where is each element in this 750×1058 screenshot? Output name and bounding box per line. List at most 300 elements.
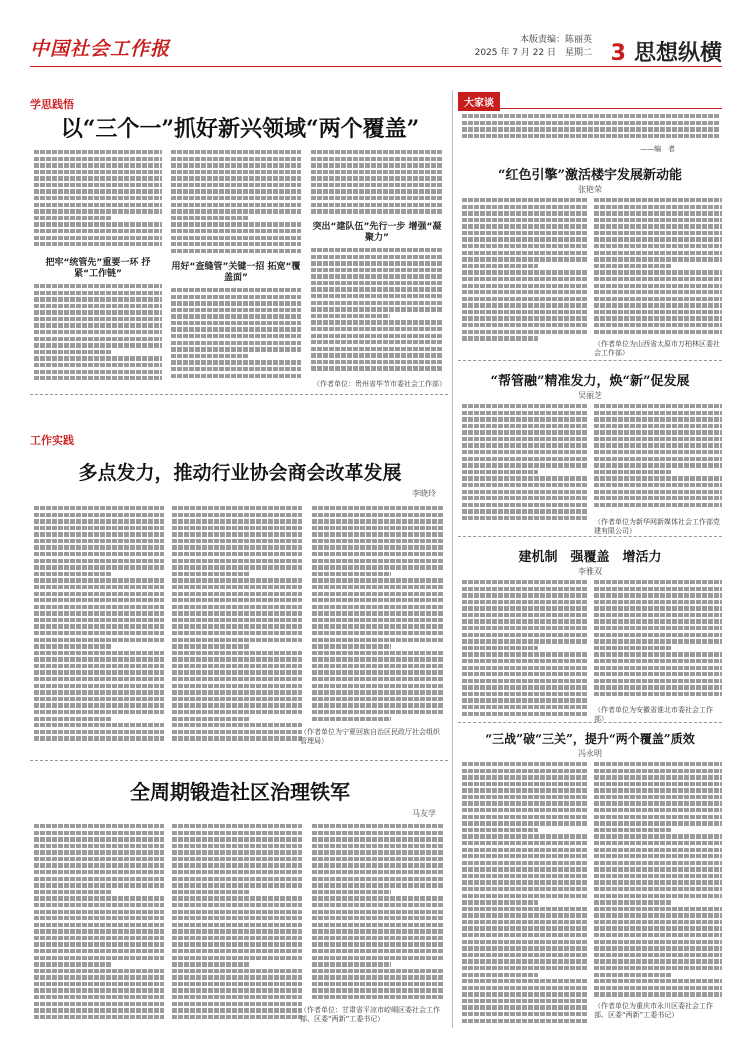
- text-line: [34, 203, 162, 207]
- page-header: [611, 36, 722, 67]
- text-line: [311, 320, 443, 324]
- text-line: [34, 1015, 164, 1019]
- text-line: [311, 327, 443, 331]
- sidebar-divider-1: [458, 360, 722, 361]
- text-line: [462, 205, 588, 209]
- text-line: [34, 170, 162, 174]
- sidebar-item3-source: （作者单位为安徽省淮北市委社会工作部）: [594, 706, 713, 723]
- text-line: [594, 973, 671, 977]
- text-line: [312, 903, 444, 907]
- article1-subhead-3: 突出“建队伍”先行一步 增强“凝聚力”: [312, 222, 442, 243]
- text-line: [594, 600, 722, 604]
- text-line: [594, 496, 722, 500]
- article2-title: 多点发力，推动行业协会商会改革发展: [78, 462, 402, 484]
- text-line: [34, 870, 164, 874]
- text-line: [34, 877, 164, 881]
- text-line: [171, 367, 301, 371]
- text-line: [312, 988, 444, 992]
- text-line: [462, 867, 588, 871]
- text-line: [462, 303, 588, 307]
- text-line: [172, 624, 302, 628]
- text-line: [311, 150, 443, 154]
- text-line: [594, 430, 722, 434]
- text-line: [594, 953, 722, 957]
- text-line: [462, 808, 588, 812]
- issue-date: 2025 年 7 月 22 日 星期二: [474, 48, 592, 58]
- text-line: [312, 916, 444, 920]
- text-line: [34, 723, 164, 727]
- text-line: [172, 572, 250, 576]
- text-line: [462, 503, 588, 507]
- text-line: [311, 366, 443, 370]
- text-line: [172, 539, 302, 543]
- text-line: [34, 189, 162, 193]
- text-line: [594, 926, 722, 930]
- text-line: [462, 880, 588, 884]
- text-line: [34, 552, 164, 556]
- text-line: [462, 121, 720, 125]
- sidebar-item4-title: “三战”破“三关”，提升“两个覆盖”质效: [485, 732, 695, 746]
- text-line: [594, 277, 722, 281]
- text-line: [462, 430, 588, 434]
- text-line: [594, 284, 722, 288]
- text-line: [594, 801, 722, 805]
- sidebar-item2-author: 吴丽芝: [578, 391, 602, 400]
- text-line: [594, 920, 722, 924]
- text-line: [594, 218, 722, 222]
- text-line: [462, 297, 588, 301]
- text-line: [312, 863, 444, 867]
- text-line: [34, 956, 164, 960]
- text-line: [462, 659, 588, 663]
- text-line: [34, 618, 164, 622]
- text-line: [462, 330, 588, 334]
- text-line: [594, 244, 722, 248]
- text-line: [34, 670, 164, 674]
- text-line: [462, 593, 588, 597]
- text-line: [172, 936, 302, 940]
- text-line: [172, 1008, 302, 1012]
- text-line: [172, 824, 302, 828]
- text-line: [462, 913, 588, 917]
- text-line: [594, 666, 722, 670]
- sidebar-item4-body-col1: [462, 762, 588, 1026]
- text-line: [462, 404, 588, 408]
- text-line: [172, 723, 302, 727]
- text-line: [172, 903, 302, 907]
- text-line: [34, 837, 164, 841]
- text-line: [172, 710, 302, 714]
- text-line: [171, 295, 301, 299]
- text-line: [462, 973, 538, 977]
- text-line: [312, 936, 444, 940]
- text-line: [311, 189, 443, 193]
- text-line: [462, 854, 588, 858]
- sidebar-item1-title: “红色引擎”激活楼宇发展新动能: [498, 168, 682, 183]
- article1-source: （作者单位：贵州省毕节市委社会工作部）: [313, 380, 446, 388]
- article3-author: 马友学: [412, 809, 436, 818]
- text-line: [462, 218, 588, 222]
- text-line: [172, 831, 302, 835]
- article1-body-col1: [34, 150, 162, 253]
- text-line: [311, 340, 443, 344]
- newspaper-masthead: 中国社会工作报: [30, 38, 171, 60]
- text-line: [172, 717, 250, 721]
- text-line: [594, 503, 722, 507]
- text-line: [172, 592, 302, 596]
- text-line: [34, 572, 112, 576]
- text-line: [312, 545, 444, 549]
- text-line: [462, 244, 588, 248]
- text-line: [172, 863, 302, 867]
- text-line: [462, 828, 538, 832]
- text-line: [172, 730, 302, 734]
- text-line: [594, 437, 722, 441]
- text-line: [594, 639, 722, 643]
- text-line: [462, 672, 588, 676]
- text-line: [34, 196, 162, 200]
- text-line: [172, 670, 302, 674]
- text-line: [34, 216, 111, 220]
- text-line: [462, 264, 538, 268]
- text-line: [171, 189, 301, 193]
- text-line: [594, 316, 722, 320]
- text-line: [462, 666, 588, 670]
- text-line: [594, 257, 722, 261]
- text-line: [172, 552, 302, 556]
- text-line: [311, 268, 443, 272]
- text-line: [462, 437, 588, 441]
- text-line: [462, 424, 588, 428]
- text-line: [311, 274, 443, 278]
- text-line: [34, 222, 162, 226]
- text-line: [312, 684, 444, 688]
- text-line: [34, 513, 164, 517]
- text-line: [594, 463, 722, 467]
- text-line: [172, 910, 302, 914]
- text-line: [34, 863, 164, 867]
- text-line: [312, 956, 444, 960]
- text-line: [34, 526, 164, 530]
- sidebar-item1-body-col2: [594, 198, 722, 338]
- text-line: [312, 585, 444, 589]
- text-line: [462, 587, 588, 591]
- text-line: [171, 222, 301, 226]
- text-line: [594, 323, 722, 327]
- text-line: [462, 698, 588, 702]
- article3-source: （作者单位：甘肃省平凉市崆峒区委社会工作部、区委“两新”工委书记）: [300, 1006, 440, 1023]
- page-section-title: 思想纵横: [633, 41, 722, 66]
- text-line: [594, 633, 722, 637]
- text-line: [312, 896, 444, 900]
- text-line: [312, 611, 444, 615]
- text-line: [172, 969, 302, 973]
- text-line: [34, 677, 164, 681]
- text-line: [312, 969, 444, 973]
- text-line: [462, 801, 588, 805]
- text-line: [172, 982, 302, 986]
- text-line: [594, 290, 722, 294]
- text-line: [462, 231, 588, 235]
- article2-author: 李晓玲: [412, 489, 436, 498]
- text-line: [34, 969, 164, 973]
- text-line: [172, 638, 302, 642]
- text-line: [312, 890, 391, 894]
- text-line: [312, 670, 444, 674]
- text-line: [34, 559, 164, 563]
- text-line: [34, 506, 164, 510]
- text-line: [311, 183, 443, 187]
- text-line: [594, 887, 722, 891]
- text-line: [312, 618, 444, 622]
- sidebar-divider-2: [458, 536, 722, 537]
- text-line: [312, 850, 444, 854]
- text-line: [462, 646, 538, 650]
- text-line: [594, 237, 722, 241]
- text-line: [34, 343, 162, 347]
- text-line: [172, 916, 302, 920]
- text-line: [594, 769, 722, 773]
- text-line: [34, 330, 162, 334]
- text-line: [462, 619, 588, 623]
- text-line: [172, 559, 302, 563]
- text-line: [312, 831, 444, 835]
- text-line: [172, 526, 302, 530]
- text-line: [462, 848, 588, 852]
- text-line: [312, 857, 444, 861]
- text-line: [172, 857, 302, 861]
- text-line: [594, 959, 722, 963]
- article2-source: （作者单位为宁夏回族自治区民政厅社会组织管理局）: [300, 728, 440, 745]
- text-line: [311, 294, 443, 298]
- text-line: [462, 277, 588, 281]
- article1-body-col2: [171, 150, 301, 258]
- text-line: [34, 611, 164, 615]
- text-line: [462, 284, 588, 288]
- text-line: [462, 509, 588, 513]
- text-line: [311, 255, 443, 259]
- text-line: [311, 209, 443, 213]
- article1-body-col2b: [171, 288, 301, 384]
- text-line: [34, 644, 112, 648]
- text-line: [312, 657, 444, 661]
- text-line: [462, 705, 588, 709]
- article3-body-col1: [34, 824, 164, 1024]
- text-line: [172, 837, 302, 841]
- text-line: [34, 1008, 164, 1012]
- text-line: [462, 679, 588, 683]
- text-line: [34, 982, 164, 986]
- text-line: [312, 995, 444, 999]
- text-line: [462, 894, 588, 898]
- text-line: [34, 363, 162, 367]
- text-line: [34, 157, 162, 161]
- text-line: [462, 992, 588, 996]
- text-line: [172, 631, 302, 635]
- text-line: [34, 376, 162, 380]
- text-line: [34, 916, 164, 920]
- sidebar-item1-source: （作者单位为山西省太原市万柏林区委社会工作部）: [594, 340, 720, 357]
- text-line: [594, 443, 722, 447]
- text-line: [171, 327, 301, 331]
- text-line: [34, 988, 164, 992]
- text-line: [462, 775, 588, 779]
- text-line: [171, 288, 301, 292]
- text-line: [462, 692, 588, 696]
- sidebar-divider-3: [458, 722, 722, 723]
- text-line: [171, 203, 301, 207]
- sidebar-item4-source: （作者单位为重庆市永川区委社会工作部、区委“两新”工委书记）: [594, 1002, 713, 1019]
- text-line: [34, 310, 162, 314]
- text-line: [172, 611, 302, 615]
- text-line: [462, 463, 588, 467]
- text-line: [594, 992, 722, 996]
- text-line: [34, 850, 164, 854]
- article1-subhead-1: 把牢“统管先”重要一环 抒紧“工作链”: [45, 258, 151, 279]
- sidebar-item3-author: 李雅双: [578, 567, 602, 576]
- text-line: [462, 457, 588, 461]
- text-line: [172, 883, 302, 887]
- text-line: [462, 613, 588, 617]
- text-line: [171, 308, 301, 312]
- text-line: [462, 999, 588, 1003]
- text-line: [462, 788, 588, 792]
- text-line: [172, 923, 302, 927]
- text-line: [172, 697, 302, 701]
- text-line: [462, 496, 588, 500]
- text-line: [172, 949, 302, 953]
- text-line: [171, 249, 301, 253]
- text-line: [172, 585, 302, 589]
- text-line: [594, 587, 722, 591]
- text-line: [311, 353, 443, 357]
- article3-title: 全周期锻造社区治理铁军: [130, 780, 350, 804]
- text-line: [462, 290, 588, 294]
- text-line: [594, 795, 722, 799]
- text-line: [34, 209, 162, 213]
- text-line: [34, 936, 164, 940]
- text-line: [172, 844, 302, 848]
- text-line: [172, 988, 302, 992]
- text-line: [312, 870, 444, 874]
- text-line: [312, 824, 444, 828]
- text-line: [462, 257, 588, 261]
- text-line: [311, 261, 443, 265]
- sidebar-item2-body-col2: [594, 404, 722, 516]
- text-line: [34, 638, 164, 642]
- text-line: [462, 211, 588, 215]
- text-line: [311, 314, 390, 318]
- text-line: [462, 652, 588, 656]
- text-line: [312, 877, 444, 881]
- text-line: [594, 224, 722, 228]
- text-line: [462, 198, 588, 202]
- text-line: [312, 605, 444, 609]
- text-line: [462, 769, 588, 773]
- text-line: [172, 578, 302, 582]
- text-line: [172, 618, 302, 622]
- text-line: [312, 644, 391, 648]
- text-line: [34, 150, 162, 154]
- text-line: [311, 301, 443, 305]
- sidebar-item4-author: 冯永明: [578, 749, 602, 758]
- text-line: [462, 600, 588, 604]
- text-line: [34, 710, 164, 714]
- text-line: [462, 926, 588, 930]
- text-line: [594, 880, 722, 884]
- text-line: [462, 310, 588, 314]
- text-line: [34, 703, 164, 707]
- text-line: [172, 956, 302, 960]
- text-line: [311, 281, 443, 285]
- text-line: [594, 198, 722, 202]
- text-line: [312, 949, 444, 953]
- text-line: [594, 417, 722, 421]
- text-line: [594, 933, 722, 937]
- article2-column-tag: 工作实践: [30, 434, 74, 447]
- text-line: [311, 287, 443, 291]
- text-line: [34, 236, 162, 240]
- text-line: [594, 672, 722, 676]
- text-line: [594, 848, 722, 852]
- text-line: [34, 605, 164, 609]
- text-line: [594, 788, 722, 792]
- text-line: [34, 284, 162, 288]
- text-line: [34, 975, 164, 979]
- text-line: [171, 183, 301, 187]
- column-divider: [452, 90, 453, 1028]
- text-line: [594, 946, 722, 950]
- text-line: [462, 834, 588, 838]
- text-line: [311, 334, 443, 338]
- text-line: [34, 684, 164, 688]
- text-line: [594, 652, 722, 656]
- text-line: [594, 476, 722, 480]
- sidebar-item3-body-col1: [462, 580, 588, 720]
- text-line: [34, 304, 162, 308]
- text-line: [34, 896, 164, 900]
- article1-body-col3b: [311, 248, 443, 378]
- text-line: [594, 679, 722, 683]
- text-line: [312, 717, 391, 721]
- text-line: [594, 450, 722, 454]
- text-line: [462, 795, 588, 799]
- text-line: [34, 824, 164, 828]
- text-line: [172, 605, 302, 609]
- text-line: [312, 837, 444, 841]
- text-line: [462, 946, 588, 950]
- sidebar-intro: [462, 114, 720, 144]
- text-line: [462, 224, 588, 228]
- text-line: [594, 913, 722, 917]
- text-line: [312, 664, 444, 668]
- text-line: [312, 844, 444, 848]
- text-line: [462, 685, 588, 689]
- text-line: [312, 975, 444, 979]
- sidebar-intro-sign: ——编 者: [640, 145, 675, 153]
- text-line: [171, 242, 301, 246]
- text-line: [312, 572, 391, 576]
- text-line: [594, 626, 722, 630]
- text-line: [34, 176, 162, 180]
- text-line: [312, 539, 444, 543]
- text-line: [34, 297, 162, 301]
- text-line: [172, 664, 302, 668]
- text-line: [172, 1015, 302, 1019]
- text-line: [312, 651, 444, 655]
- text-line: [594, 762, 722, 766]
- text-line: [172, 519, 302, 523]
